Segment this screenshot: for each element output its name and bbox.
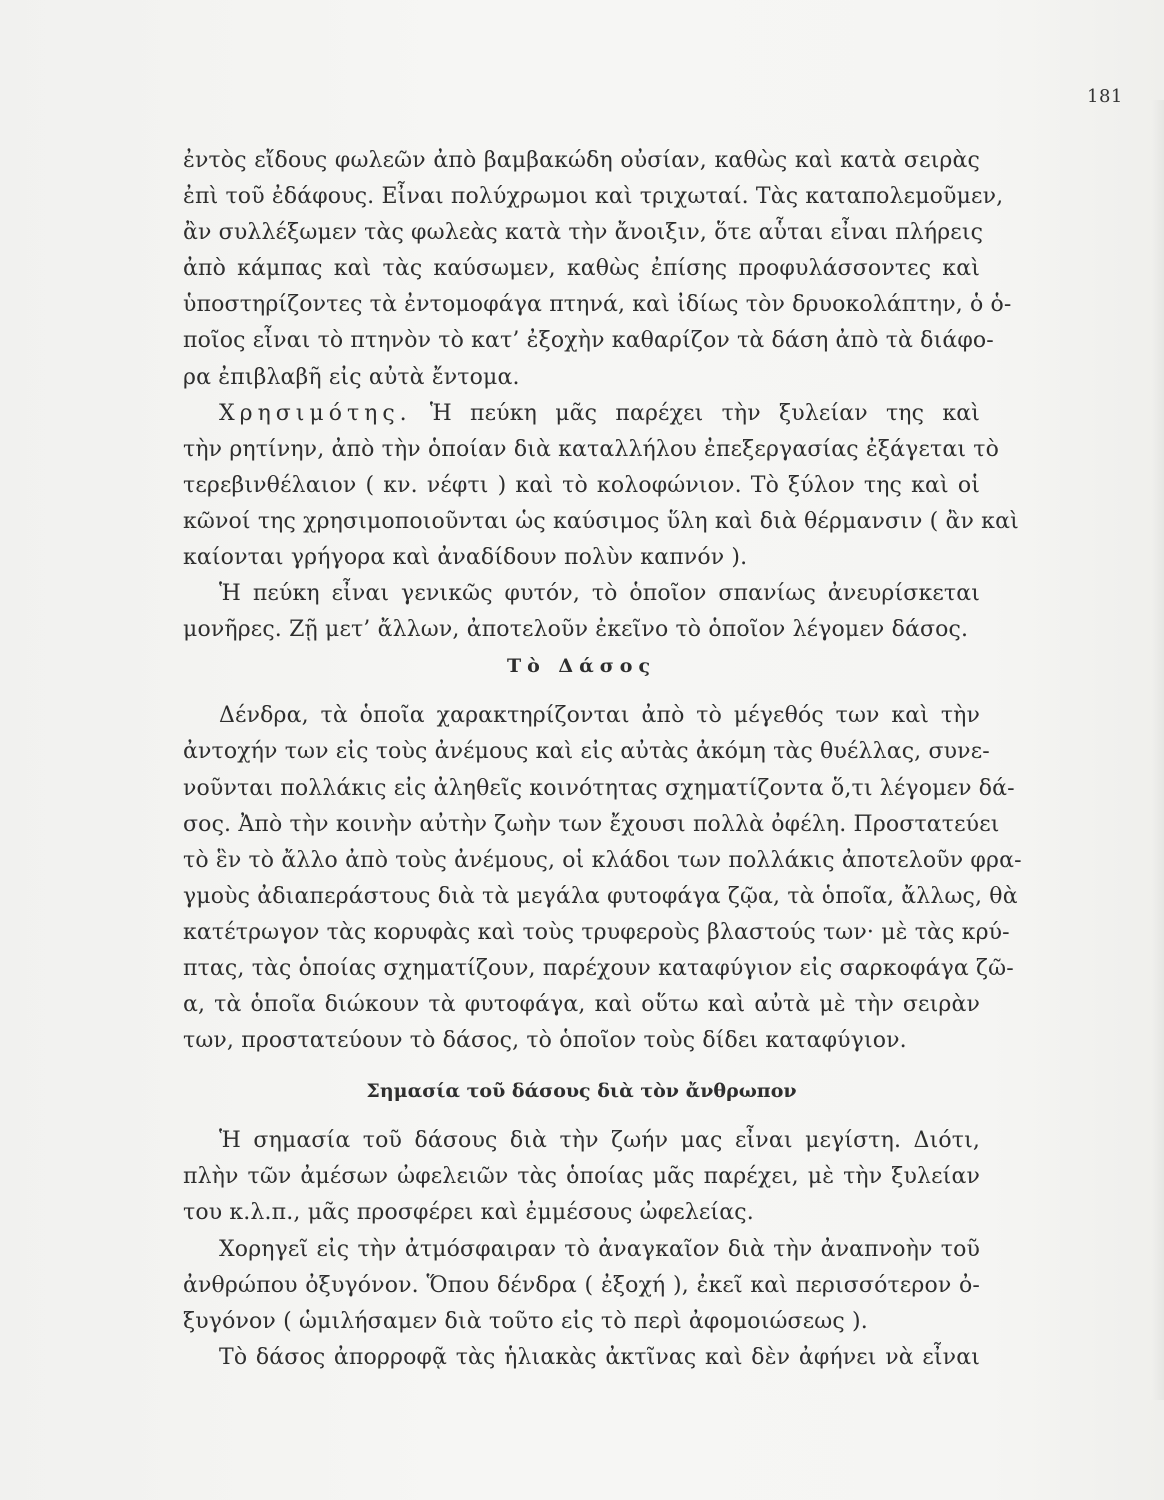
text-line: του κ.λ.π., μᾶς προσφέρει καὶ ἐμμέσους ὠφελείας.	[183, 1200, 754, 1226]
text-line: πλὴν τῶν ἀμέσων ὠφελειῶν τὰς ὁποίας μᾶς παρέχει, μὲ τὴν ξυλείαν	[183, 1164, 980, 1190]
text-line: Ἡ πεύκη εἶναι γενικῶς φυτόν, τὸ ὁποῖον σπανίως ἀνευρίσκεται	[219, 581, 980, 607]
text-line: ἂν συλλέξωμεν τὰς φωλεὰς κατὰ τὴν ἄνοιξιν, ὅτε αὗται εἶναι πλήρεις	[183, 220, 984, 246]
text-line: μονῆρες. Ζῇ μετ’ ἄλλων, ἀποτελοῦν ἐκεῖνο τὸ ὁποῖον λέγομεν δάσος.	[183, 617, 969, 643]
usefulness-label: Χρησιμότης.	[219, 400, 412, 426]
text-line: σος. Ἀπὸ τὴν κοινὴν αὐτὴν ζωὴν των ἔχουσι πολλὰ ὀφέλη. Προστατεύει	[183, 811, 1000, 837]
page-number: 181	[1087, 86, 1123, 107]
text-line: ἀντοχήν των εἰς τοὺς ἀνέμους καὶ εἰς αὐτὰς ἀκόμη τὰς θυέλλας, συνε-	[183, 739, 990, 765]
text-line: ξυγόνον ( ὡμιλήσαμεν διὰ τοῦτο εἰς τὸ περὶ ἀφομοιώσεως ).	[183, 1308, 868, 1334]
text-line: κατέτρωγον τὰς κορυφὰς καὶ τοὺς τρυφεροὺς βλαστούς των· μὲ τὰς κρύ-	[183, 919, 1010, 945]
usefulness-text: Ἡ πεύκη μᾶς παρέχει τὴν ξυλείαν της καὶ	[411, 400, 980, 426]
text-line: τερεβινθέλαιον ( κν. νέφτι ) καὶ τὸ κολοφώνιον. Τὸ ξύλον της καὶ οἱ	[183, 472, 980, 498]
text-line: ἀνθρώπου ὀξυγόνον. Ὅπου δένδρα ( ἐξοχή ), ἐκεῖ καὶ περισσότερον ὀ-	[183, 1272, 980, 1298]
page-edge-shadow	[1152, 100, 1164, 1400]
section-heading-forest: Τὸ Δάσος	[506, 655, 657, 678]
spacer	[183, 1109, 980, 1123]
page-body-text	[183, 143, 1022, 1376]
text-line: ἐντὸς εἴδους φωλεῶν ἀπὸ βαμβακώδη οὐσίαν, καθὼς καὶ κατὰ σειρὰς	[183, 148, 980, 173]
text-line: τὴν ρητίνην, ἀπὸ τὴν ὁποίαν διὰ καταλλήλου ἐπεξεργασίας ἐξάγεται τὸ	[183, 436, 999, 462]
text-line: πτας, τὰς ὁποίας σχηματίζουν, παρέχουν καταφύγιον εἰς σαρκοφάγα ζῶ-	[183, 955, 1014, 981]
text-line: Ἡ σημασία τοῦ δάσους διὰ τὴν ζωήν μας εἶναι μεγίστη. Διότι,	[219, 1128, 980, 1154]
spacer	[183, 1059, 980, 1073]
text-line: τὸ ἓν τὸ ἄλλο ἀπὸ τοὺς ἀνέμους, οἱ κλάδοι των πολλάκις ἀποτελοῦν φρα-	[183, 847, 1022, 873]
text-line: ἀπὸ κάμπας καὶ τὰς καύσωμεν, καθὼς ἐπίσης προφυλάσσοντες καὶ	[183, 256, 980, 282]
text-line: νοῦνται πολλάκις εἰς ἀληθεῖς κοινότητας σχηματίζοντα ὅ,τι λέγομεν δά-	[183, 775, 1015, 801]
text-line: Δένδρα, τὰ ὁποῖα χαρακτηρίζονται ἀπὸ τὸ μέγεθός των καὶ τὴν	[219, 703, 980, 729]
text-line: ρα ἐπιβλαβῆ εἰς αὐτὰ ἔντομα.	[183, 364, 520, 390]
text-line: α, τὰ ὁποῖα διώκουν τὰ φυτοφάγα, καὶ οὕτω καὶ αὐτὰ μὲ τὴν σειρὰν	[183, 992, 980, 1018]
text-line: Χορηγεῖ εἰς τὴν ἀτμόσφαιραν τὸ ἀναγκαῖον διὰ τὴν ἀναπνοὴν τοῦ	[219, 1236, 980, 1262]
section-heading-importance: Σημασία τοῦ δάσους διὰ τὸν ἄνθρωπον	[366, 1080, 797, 1103]
text-line: κῶνοί της χρησιμοποιοῦνται ὡς καύσιμος ὕλη καὶ διὰ θέρμανσιν ( ἂν καὶ	[183, 508, 1019, 534]
usefulness-line	[183, 396, 980, 432]
text-line: των, προστατεύουν τὸ δάσος, τὸ ὁποῖον τοὺς δίδει καταφύγιον.	[183, 1028, 907, 1054]
spacer	[183, 684, 980, 698]
text-line: ποῖος εἶναι τὸ πτηνὸν τὸ κατ’ ἐξοχὴν καθαρίζον τὰ δάση ἀπὸ τὰ διάφο-	[183, 328, 994, 354]
text-line: ὑποστηρίζοντες τὰ ἐντομοφάγα πτηνά, καὶ ἰδίως τὸν δρυοκολάπτην, ὁ ὁ-	[183, 292, 1012, 318]
text-line: Τὸ δάσος ἀπορροφᾷ τὰς ἡλιακὰς ἀκτῖνας καὶ δὲν ἀφήνει νὰ εἶναι	[219, 1344, 980, 1370]
text-line: ἐπὶ τοῦ ἐδάφους. Εἶναι πολύχρωμοι καὶ τριχωταί. Τὰς καταπολεμοῦμεν,	[183, 184, 1004, 210]
text-line: γμοὺς ἀδιαπεράστους διὰ τὰ μεγάλα φυτοφάγα ζῷα, τὰ ὁποῖα, ἄλλως, θὰ	[183, 883, 1018, 909]
text-line: καίονται γρήγορα καὶ ἀναδίδουν πολὺν καπνόν ).	[183, 545, 748, 571]
